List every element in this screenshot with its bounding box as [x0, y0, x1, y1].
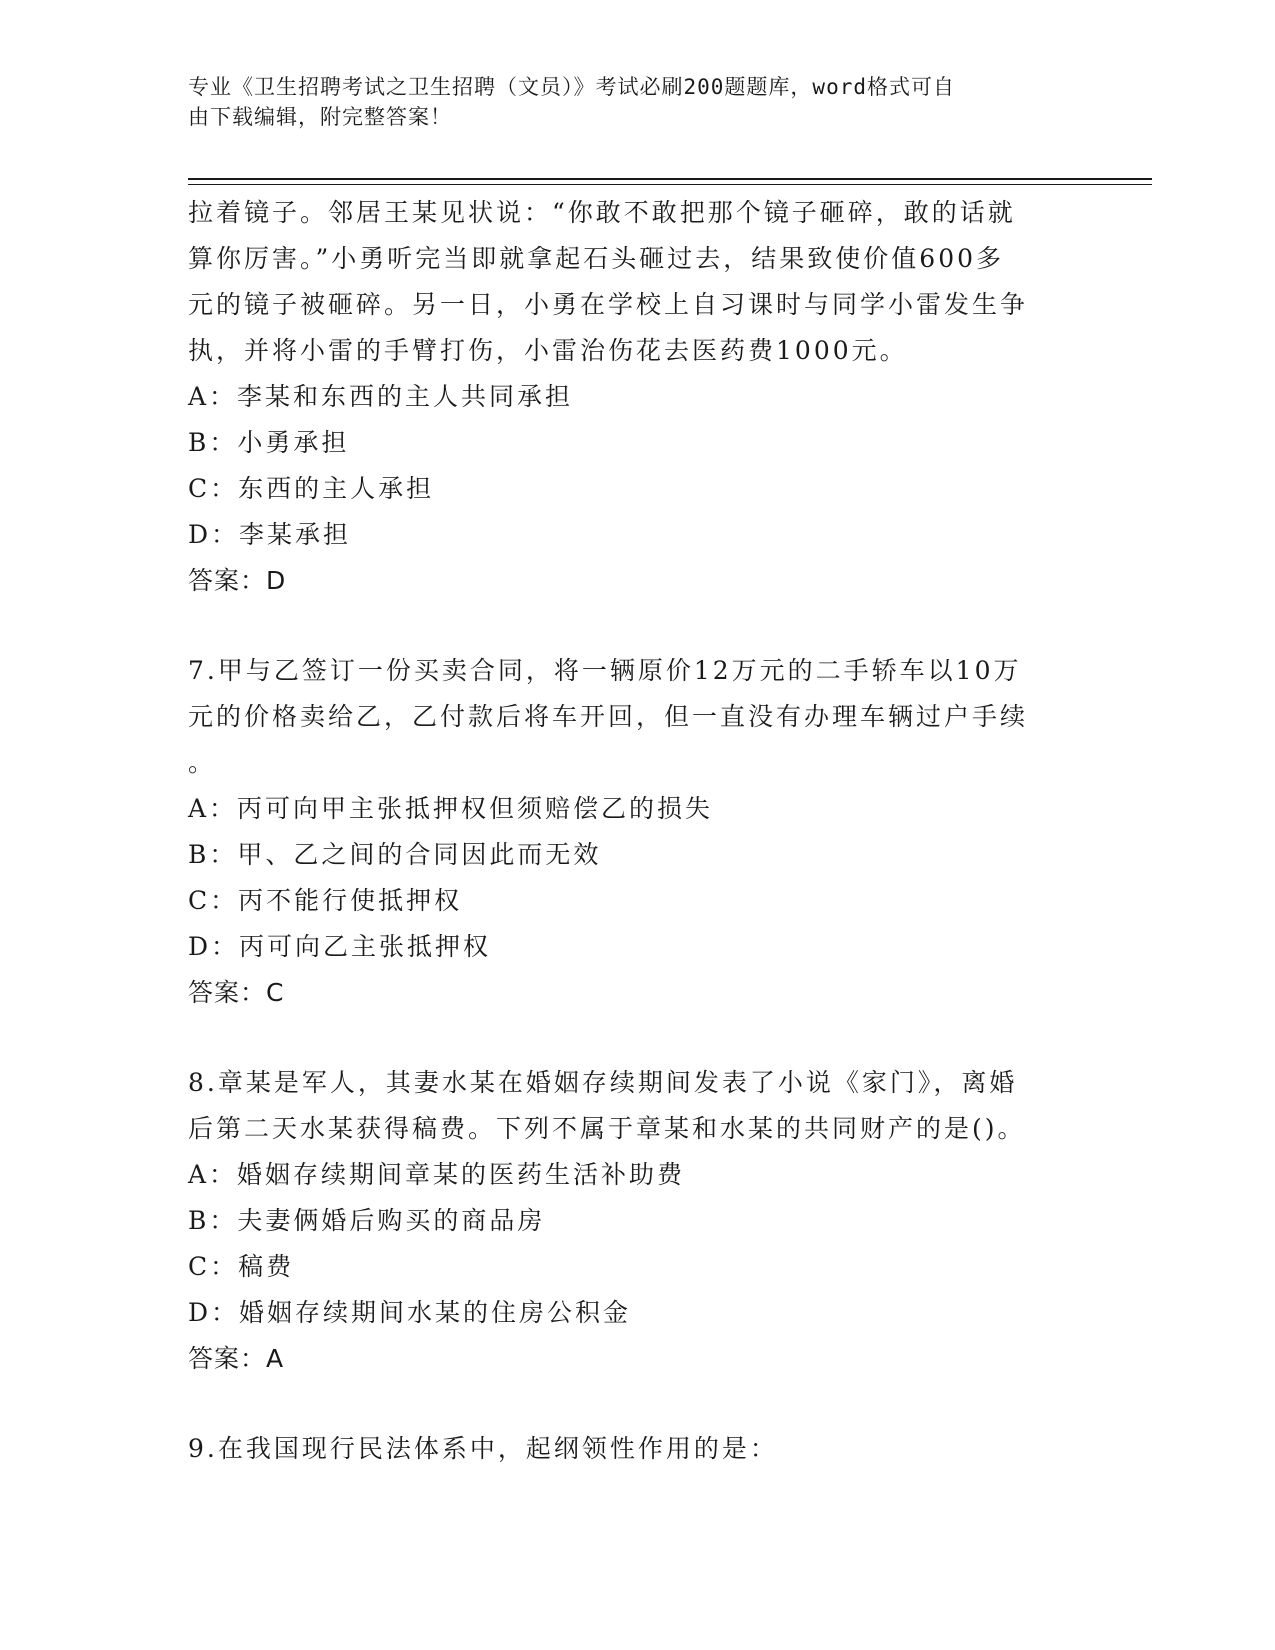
spacer [188, 1016, 1068, 1060]
option-d: D：丙可向乙主张抵押权 [188, 932, 492, 961]
header-divider [188, 178, 1152, 180]
option-c: C：丙不能行使抵押权 [188, 886, 463, 915]
stem-line: 。 [188, 748, 217, 777]
stem-line: 拉着镜子。邻居王某见状说：“你敢不敢把那个镜子砸碎，敢的话就 [188, 198, 1016, 227]
option-b: B：甲、乙之间的合同因此而无效 [188, 840, 602, 869]
question-9 [188, 1426, 1068, 1472]
stem-line: 算你厉害。”小勇听完当即就拿起石头砸过去，结果致使价值600多 [188, 244, 1005, 273]
option-a: A：婚姻存续期间章某的医药生活补助费 [188, 1160, 686, 1189]
stem-line: 后第二天水某获得稿费。下列不属于章某和水某的共同财产的是()。 [188, 1114, 1026, 1143]
header-line-2: 由下载编辑，附完整答案！ [188, 105, 452, 129]
question-8 [188, 1060, 1068, 1382]
option-a: A：丙可向甲主张抵押权但须赔偿乙的损失 [188, 794, 714, 823]
stem-line: 元的价格卖给乙，乙付款后将车开回，但一直没有办理车辆过户手续 [188, 702, 1029, 731]
answer: 答案：A [188, 1344, 285, 1373]
option-d: D：婚姻存续期间水某的住房公积金 [188, 1298, 632, 1327]
stem-line: 8.章某是军人，其妻水某在婚姻存续期间发表了小说《家门》，离婚 [188, 1068, 1018, 1097]
header-divider-thin [188, 184, 1152, 185]
option-a: A：李某和东西的主人共同承担 [188, 382, 574, 411]
header-line-1: 专业《卫生招聘考试之卫生招聘（文员）》考试必刷200题题库，word格式可自 [188, 75, 955, 99]
spacer [188, 604, 1068, 648]
answer: 答案：C [188, 978, 285, 1007]
option-c: C：东西的主人承担 [188, 474, 435, 503]
answer: 答案：D [188, 566, 287, 595]
option-d: D：李某承担 [188, 520, 352, 549]
option-b: B：夫妻俩婚后购买的商品房 [188, 1206, 546, 1235]
option-c: C：稿费 [188, 1252, 295, 1281]
spacer [188, 1382, 1068, 1426]
option-b: B：小勇承担 [188, 428, 350, 457]
stem-line: 执，并将小雷的手臂打伤，小雷治伤花去医药费1000元。 [188, 336, 908, 365]
question-continuation [188, 190, 1068, 604]
stem-line: 9.在我国现行民法体系中，起纲领性作用的是： [188, 1434, 778, 1463]
stem-line: 元的镜子被砸碎。另一日，小勇在学校上自习课时与同学小雷发生争 [188, 290, 1029, 319]
page-header [188, 72, 1068, 132]
stem-line: 7.甲与乙签订一份买卖合同，将一辆原价12万元的二手轿车以10万 [188, 656, 1022, 685]
question-7 [188, 648, 1068, 1016]
document-body [188, 190, 1068, 1472]
